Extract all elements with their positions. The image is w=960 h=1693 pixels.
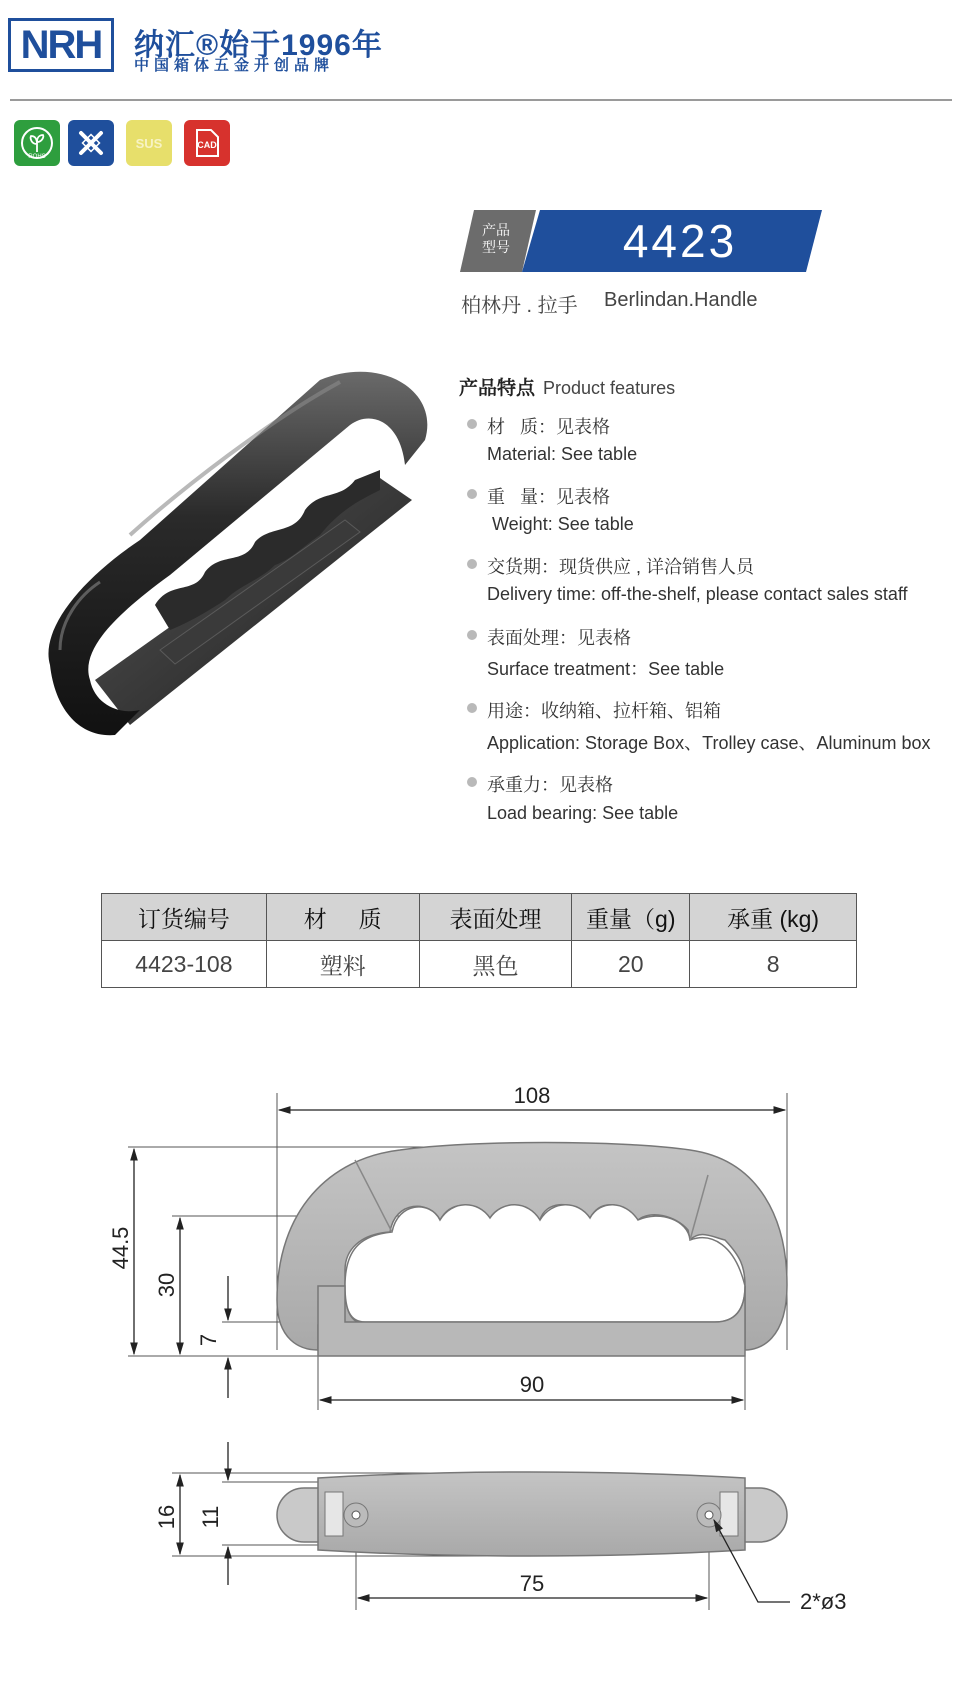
dim-overall-width: 108 bbox=[513, 1083, 551, 1108]
feature-weight-cn: 重 量：见表格 bbox=[487, 487, 611, 507]
eco-badge-label: ROHS bbox=[28, 154, 46, 160]
table-cell: 塑料 bbox=[266, 941, 419, 988]
features-heading-cn: 产品特点 bbox=[459, 378, 536, 399]
column-header: 表面处理 bbox=[419, 894, 572, 941]
table-cell: 黑色 bbox=[419, 941, 572, 988]
column-header: 订货编号 bbox=[102, 894, 267, 941]
feature-surface-en: Surface treatment：See table bbox=[487, 659, 725, 679]
brand-tagline: 中国箱体五金开创品牌 bbox=[134, 57, 335, 74]
feature-load-en: Load bearing: See table bbox=[487, 803, 679, 823]
technical-drawing bbox=[0, 1050, 960, 1650]
column-header: 材 质 bbox=[266, 894, 419, 941]
bullet-icon bbox=[467, 703, 477, 713]
feature-surface-cn: 表面处理：见表格 bbox=[487, 628, 631, 648]
feature-material-en: Material: See table bbox=[487, 444, 638, 464]
product-name-en: Berlindan.Handle bbox=[604, 289, 758, 311]
feature-application-en: Application: Storage Box、Trolley case、Aluminum box bbox=[487, 733, 931, 753]
table-cell: 20 bbox=[572, 941, 690, 988]
sus-icon: SUS bbox=[126, 120, 172, 166]
dim-hole-spacing: 75 bbox=[519, 1571, 545, 1596]
bullet-icon bbox=[467, 559, 477, 569]
table-header-row bbox=[102, 894, 857, 941]
feature-delivery-en: Delivery time: off-the-shelf, please contact sales staff bbox=[487, 584, 908, 604]
feature-application-cn: 用途：收纳箱、拉杆箱、铝箱 bbox=[487, 701, 721, 721]
spec-table bbox=[101, 893, 857, 988]
tools-icon bbox=[68, 120, 114, 166]
model-label: 产品 型号 bbox=[482, 222, 510, 255]
dim-overall-height: 44.5 bbox=[108, 1226, 133, 1270]
dim-bottom-width: 16 bbox=[154, 1504, 179, 1530]
dim-hole-spec: 2*ø3 bbox=[800, 1589, 847, 1614]
feature-weight-en: Weight: See table bbox=[487, 514, 634, 534]
column-header: 承重 (kg) bbox=[690, 894, 857, 941]
features-heading bbox=[459, 373, 675, 400]
bullet-icon bbox=[467, 777, 477, 787]
model-number: 4423 bbox=[622, 215, 738, 267]
dim-base-width: 90 bbox=[519, 1372, 545, 1397]
dim-grip-height: 30 bbox=[154, 1272, 179, 1298]
table-cell: 8 bbox=[690, 941, 857, 988]
cad-file-icon bbox=[184, 120, 230, 166]
bottom-view bbox=[277, 1472, 787, 1556]
bullet-icon bbox=[467, 489, 477, 499]
column-header: 重量（g) bbox=[572, 894, 690, 941]
dim-base-height: 7 bbox=[196, 1333, 221, 1347]
cad-badge-label: CAD bbox=[197, 140, 217, 150]
dim-bottom-inner: 11 bbox=[198, 1505, 223, 1529]
bullet-icon bbox=[467, 419, 477, 429]
header-divider bbox=[10, 99, 952, 101]
brand-name: 纳汇®始于1996年 bbox=[134, 29, 383, 62]
brand-logo: NRH bbox=[8, 18, 114, 72]
feature-load-cn: 承重力：见表格 bbox=[487, 775, 613, 795]
front-view bbox=[277, 1143, 787, 1357]
product-name-cn: 柏林丹 . 拉手 bbox=[461, 295, 578, 317]
feature-material-cn: 材 质：见表格 bbox=[487, 417, 611, 437]
bullet-icon bbox=[467, 630, 477, 640]
feature-delivery-cn: 交货期：现货供应 , 详洽销售人员 bbox=[487, 557, 755, 577]
table-row bbox=[102, 941, 857, 988]
product-photo bbox=[20, 360, 440, 740]
table-cell: 4423-108 bbox=[102, 941, 267, 988]
features-heading-en: Product features bbox=[543, 378, 676, 398]
